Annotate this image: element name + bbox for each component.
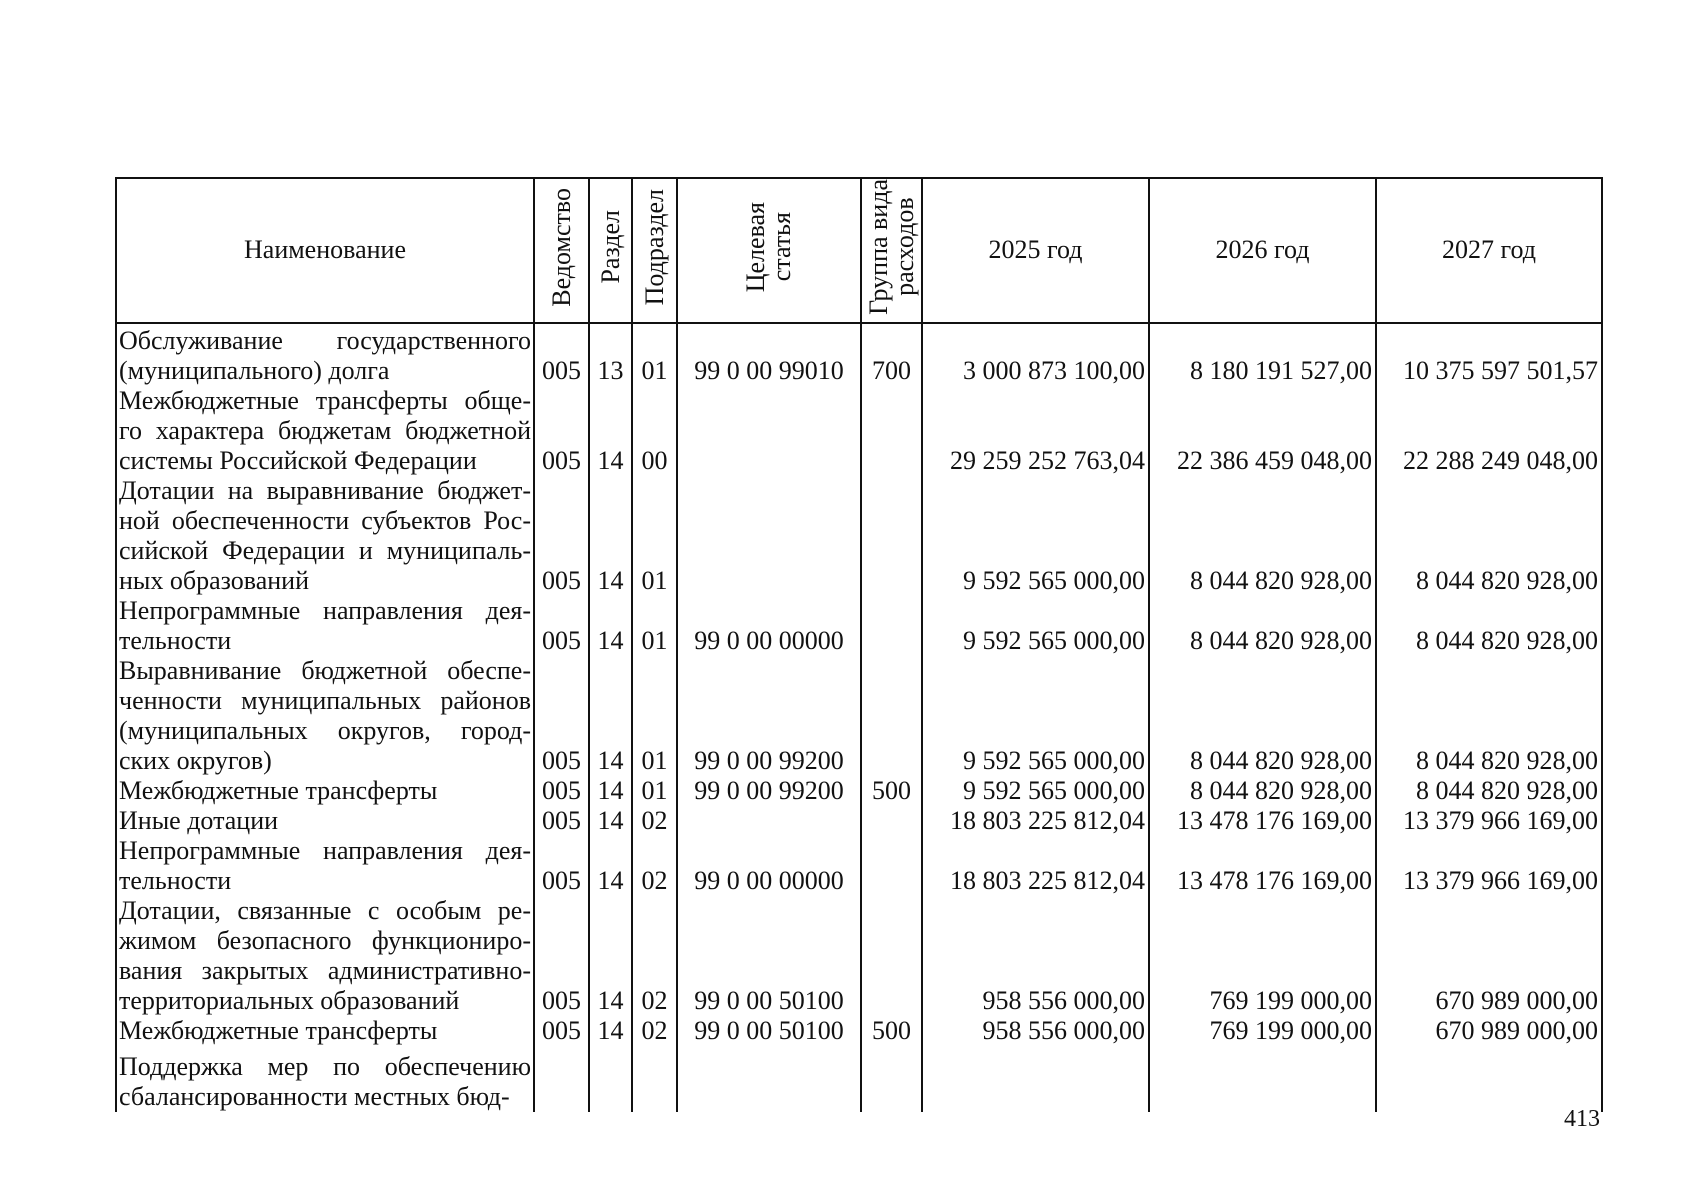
header-year-2026: 2026 год — [1149, 178, 1376, 323]
cell-vedomstvo: 005 — [534, 656, 589, 776]
cell-podrazdel: 01 — [632, 476, 677, 596]
cell-year-2025: 958 556 000,00 — [922, 896, 1149, 1016]
cell-vedomstvo: 005 — [534, 596, 589, 656]
cell-podrazdel: 01 — [632, 596, 677, 656]
cell-year-2027: 670 989 000,00 — [1376, 1016, 1602, 1046]
table-row — [116, 656, 1602, 776]
cell-gruppa-vida-rashodov — [861, 806, 922, 836]
cell-gruppa-vida-rashodov — [861, 476, 922, 596]
cell-vedomstvo: 005 — [534, 386, 589, 476]
cell-gruppa-vida-rashodov — [861, 896, 922, 1016]
cell-year-2027: 8 044 820 928,00 — [1376, 776, 1602, 806]
cell-year-2026: 8 180 191 527,00 — [1149, 323, 1376, 386]
cell-year-2027: 13 379 966 169,00 — [1376, 836, 1602, 896]
cell-celevaya-statya: 99 0 00 50100 — [677, 1016, 861, 1046]
cell-celevaya-statya — [677, 476, 861, 596]
cell-name: Непрограммные направления дея-тельности — [116, 596, 534, 656]
cell-celevaya-statya — [677, 806, 861, 836]
cell-year-2025: 29 259 252 763,04 — [922, 386, 1149, 476]
table-row — [116, 1016, 1602, 1046]
header-celevaya-statya-label: Целевая статья — [741, 201, 796, 293]
table-body — [116, 323, 1602, 1112]
cell-year-2026: 13 478 176 169,00 — [1149, 806, 1376, 836]
cell-year-2027: 8 044 820 928,00 — [1376, 476, 1602, 596]
cell-gruppa-vida-rashodov — [861, 656, 922, 776]
cell-name: Дотации на выравнивание бюджет-ной обеспеченности субъектов Рос-сийской Федерации и муниципаль-ных образований — [116, 476, 534, 596]
cell-podrazdel: 01 — [632, 323, 677, 386]
table-row — [116, 1046, 1602, 1112]
cell-vedomstvo: 005 — [534, 836, 589, 896]
cell-year-2025: 9 592 565 000,00 — [922, 776, 1149, 806]
header-year-2027: 2027 год — [1376, 178, 1602, 323]
cell-year-2025: 9 592 565 000,00 — [922, 656, 1149, 776]
cell-gruppa-vida-rashodov — [861, 1046, 922, 1112]
cell-vedomstvo: 005 — [534, 476, 589, 596]
cell-vedomstvo: 005 — [534, 1016, 589, 1046]
cell-celevaya-statya: 99 0 00 50100 — [677, 896, 861, 1016]
cell-gruppa-vida-rashodov: 500 — [861, 776, 922, 806]
cell-year-2027: 8 044 820 928,00 — [1376, 656, 1602, 776]
cell-razdel: 14 — [589, 596, 632, 656]
cell-year-2027: 670 989 000,00 — [1376, 896, 1602, 1016]
header-celevaya-statya — [677, 178, 861, 323]
cell-razdel: 14 — [589, 896, 632, 1016]
cell-year-2026: 769 199 000,00 — [1149, 1016, 1376, 1046]
table-header-row — [116, 178, 1602, 323]
cell-gruppa-vida-rashodov: 700 — [861, 323, 922, 386]
cell-podrazdel — [632, 1046, 677, 1112]
cell-year-2025: 958 556 000,00 — [922, 1016, 1149, 1046]
cell-celevaya-statya — [677, 1046, 861, 1112]
cell-razdel — [589, 1046, 632, 1112]
cell-year-2026: 13 478 176 169,00 — [1149, 836, 1376, 896]
header-vedomstvo-label: Ведомство — [546, 187, 576, 307]
cell-name: Межбюджетные трансферты обще-го характера бюджетам бюджетной системы Российской Федерации — [116, 386, 534, 476]
cell-year-2026: 8 044 820 928,00 — [1149, 656, 1376, 776]
cell-gruppa-vida-rashodov — [861, 596, 922, 656]
header-year-2025: 2025 год — [922, 178, 1149, 323]
cell-name: Иные дотации — [116, 806, 534, 836]
cell-razdel: 14 — [589, 656, 632, 776]
cell-vedomstvo: 005 — [534, 323, 589, 386]
cell-year-2027: 22 288 249 048,00 — [1376, 386, 1602, 476]
cell-year-2026: 8 044 820 928,00 — [1149, 596, 1376, 656]
cell-year-2025: 18 803 225 812,04 — [922, 806, 1149, 836]
cell-year-2027: 8 044 820 928,00 — [1376, 596, 1602, 656]
cell-celevaya-statya: 99 0 00 00000 — [677, 596, 861, 656]
cell-name: Обслуживание государственного (муниципального) долга — [116, 323, 534, 386]
cell-celevaya-statya — [677, 386, 861, 476]
cell-year-2026: 769 199 000,00 — [1149, 896, 1376, 1016]
table-row — [116, 323, 1602, 386]
cell-podrazdel: 02 — [632, 896, 677, 1016]
cell-year-2025: 9 592 565 000,00 — [922, 476, 1149, 596]
header-vedomstvo — [534, 178, 589, 323]
cell-razdel: 14 — [589, 476, 632, 596]
cell-razdel: 14 — [589, 386, 632, 476]
cell-name: Непрограммные направления дея-тельности — [116, 836, 534, 896]
cell-vedomstvo — [534, 1046, 589, 1112]
cell-gruppa-vida-rashodov: 500 — [861, 1016, 922, 1046]
table-row — [116, 896, 1602, 1016]
cell-name: Поддержка мер по обеспечению сбалансированности местных бюд- — [116, 1046, 534, 1112]
cell-year-2027: 10 375 597 501,57 — [1376, 323, 1602, 386]
cell-podrazdel: 01 — [632, 776, 677, 806]
header-gruppa-vida-rashodov-label: Группа вида расходов — [863, 179, 919, 315]
cell-year-2026 — [1149, 1046, 1376, 1112]
cell-year-2026: 22 386 459 048,00 — [1149, 386, 1376, 476]
cell-razdel: 14 — [589, 776, 632, 806]
table-row — [116, 596, 1602, 656]
header-name: Наименование — [116, 178, 534, 323]
cell-celevaya-statya: 99 0 00 00000 — [677, 836, 861, 896]
cell-year-2027 — [1376, 1046, 1602, 1112]
cell-razdel: 14 — [589, 836, 632, 896]
table-row — [116, 386, 1602, 476]
header-podrazdel — [632, 178, 677, 323]
cell-year-2025 — [922, 1046, 1149, 1112]
cell-celevaya-statya: 99 0 00 99200 — [677, 656, 861, 776]
cell-celevaya-statya: 99 0 00 99200 — [677, 776, 861, 806]
table-row — [116, 806, 1602, 836]
cell-year-2026: 8 044 820 928,00 — [1149, 476, 1376, 596]
cell-razdel: 14 — [589, 806, 632, 836]
cell-celevaya-statya: 99 0 00 99010 — [677, 323, 861, 386]
cell-podrazdel: 00 — [632, 386, 677, 476]
header-podrazdel-label: Подраздел — [639, 188, 669, 306]
cell-gruppa-vida-rashodov — [861, 836, 922, 896]
cell-razdel: 14 — [589, 1016, 632, 1046]
budget-table-sheet — [115, 177, 1601, 1112]
cell-vedomstvo: 005 — [534, 896, 589, 1016]
page-number: 413 — [1564, 1106, 1600, 1132]
cell-podrazdel: 02 — [632, 806, 677, 836]
table-row — [116, 776, 1602, 806]
cell-gruppa-vida-rashodov — [861, 386, 922, 476]
cell-year-2025: 9 592 565 000,00 — [922, 596, 1149, 656]
budget-table — [115, 177, 1603, 1112]
cell-name: Межбюджетные трансферты — [116, 1016, 534, 1046]
cell-podrazdel: 02 — [632, 1016, 677, 1046]
cell-name: Дотации, связанные с особым ре-жимом безопасного функциониро-вания закрытых административно-территориальных образований — [116, 896, 534, 1016]
table-row — [116, 476, 1602, 596]
cell-name: Межбюджетные трансферты — [116, 776, 534, 806]
cell-year-2025: 18 803 225 812,04 — [922, 836, 1149, 896]
cell-year-2027: 13 379 966 169,00 — [1376, 806, 1602, 836]
cell-name: Выравнивание бюджетной обеспе-ченности муниципальных районов (муниципальных округов, город-ских округов) — [116, 656, 534, 776]
cell-year-2026: 8 044 820 928,00 — [1149, 776, 1376, 806]
cell-vedomstvo: 005 — [534, 776, 589, 806]
cell-year-2025: 3 000 873 100,00 — [922, 323, 1149, 386]
table-row — [116, 836, 1602, 896]
cell-vedomstvo: 005 — [534, 806, 589, 836]
cell-podrazdel: 02 — [632, 836, 677, 896]
cell-razdel: 13 — [589, 323, 632, 386]
header-razdel — [589, 178, 632, 323]
header-gruppa-vida-rashodov — [861, 178, 922, 323]
cell-podrazdel: 01 — [632, 656, 677, 776]
header-razdel-label: Раздел — [595, 210, 625, 284]
